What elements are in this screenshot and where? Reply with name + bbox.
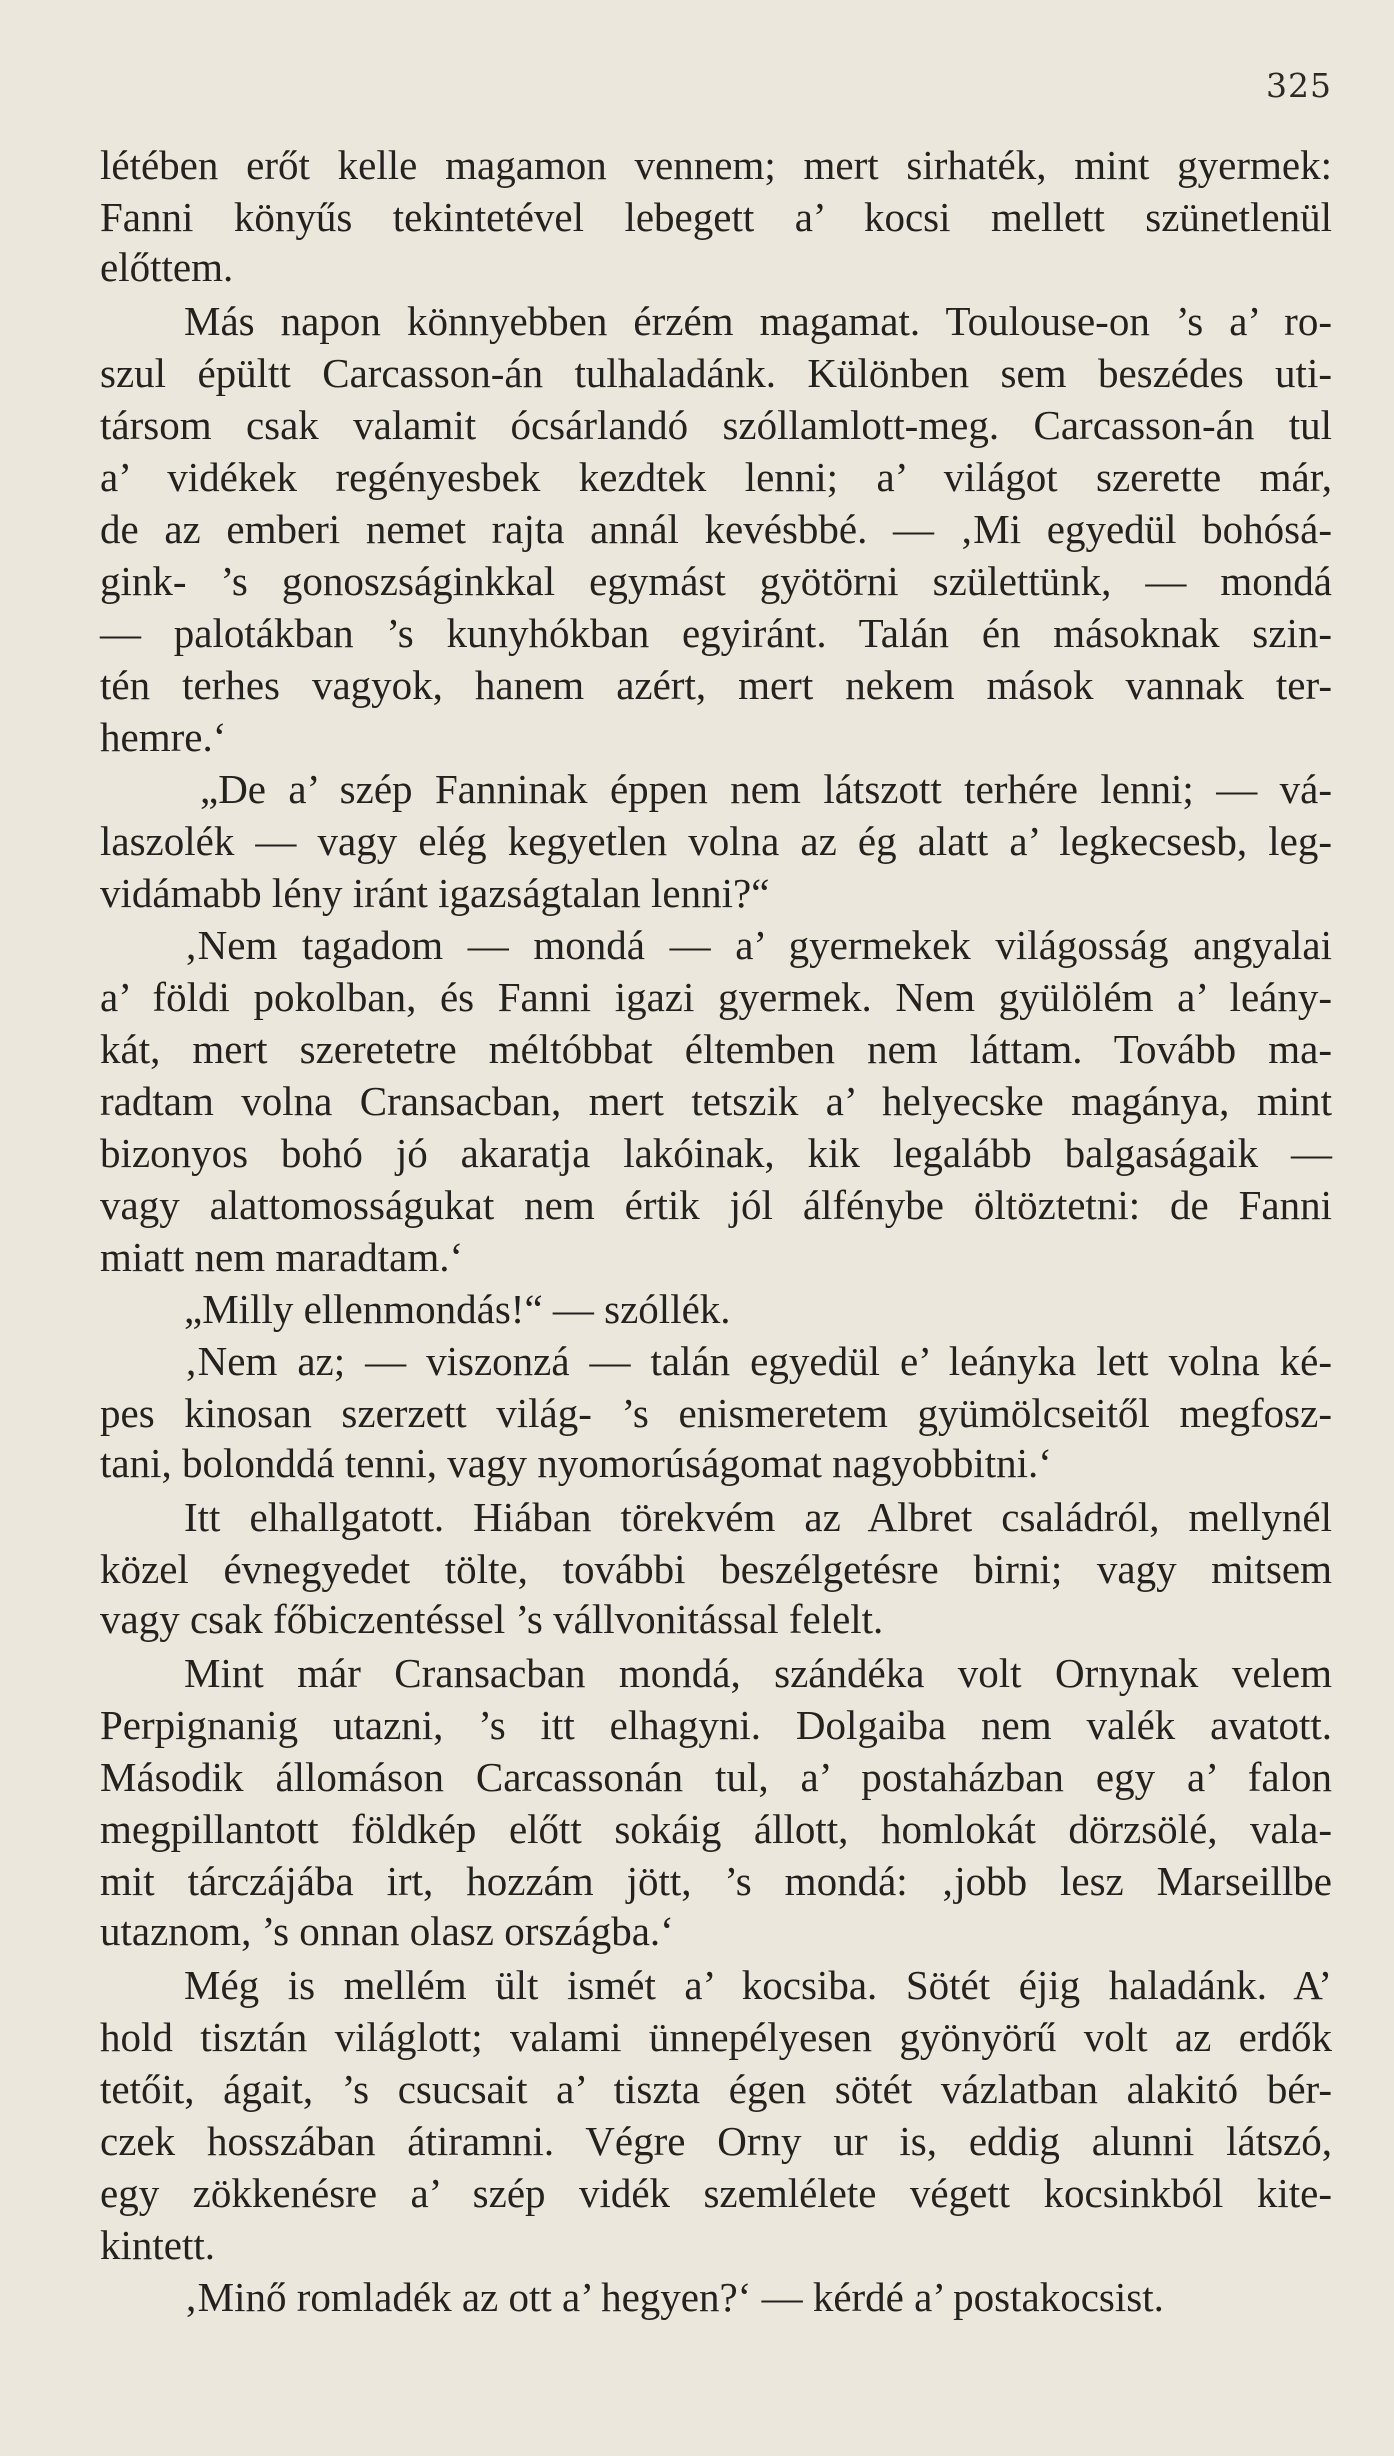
text-line: egy zökkenésre a’ szép vidék szemlélete végett kocsinkból kite-	[100, 2170, 1332, 2216]
text-line: előttem.	[100, 244, 234, 290]
text-line: ‚Minő romladék az ott a’ hegyen?‘ — kérdé a’ postakocsist.	[184, 2274, 1164, 2320]
text-line: miatt nem maradtam.‘	[100, 1234, 464, 1280]
text-line: hold tisztán világlott; valami ünnepélyesen gyönyörű volt az erdők	[100, 2014, 1332, 2060]
text-line: tén terhes vagyok, hanem azért, mert nekem mások vannak ter-	[100, 662, 1332, 708]
text-line: a’ földi pokolban, és Fanni igazi gyermek. Nem gyülölém a’ leány-	[100, 974, 1332, 1020]
text-line: laszolék — vagy elég kegyetlen volna az ég alatt a’ legkecsesb, leg-	[100, 818, 1332, 864]
text-line: hemre.‘	[100, 714, 227, 760]
page-number: 325	[1266, 66, 1332, 105]
text-line: vagy alattomosságukat nem értik jól álfénybe öltöztetni: de Fanni	[100, 1182, 1332, 1228]
text-line: Perpignanig utazni, ’s itt elhagyni. Dolgaiba nem valék avatott.	[100, 1702, 1332, 1748]
text-line: utaznom, ’s onnan olasz országba.‘	[100, 1908, 674, 1954]
text-line: Még is mellém ült ismét a’ kocsiba. Sötét éjig haladánk. A’	[184, 1962, 1332, 2008]
text-line: mit tárczájába irt, hozzám jött, ’s mondá: ‚jobb lesz Marseillbe	[100, 1858, 1332, 1904]
text-line: czek hosszában átiramni. Végre Orny ur is, eddig alunni látszó,	[100, 2118, 1332, 2164]
text-line: Más napon könnyebben érzém magamat. Toulouse-on ’s a’ ro-	[184, 298, 1332, 344]
text-line: szul épültt Carcasson-án tulhaladánk. Különben sem beszédes uti-	[100, 350, 1332, 396]
text-line: de az emberi nemet rajta annál kevésbbé. — ‚Mi egyedül bohósá-	[100, 506, 1332, 552]
text-line: gink- ’s gonoszságinkkal egymást gyötörni születtünk, — mondá	[100, 558, 1332, 604]
text-line: pes kinosan szerzett világ- ’s enismeretem gyümölcseitől megfosz-	[100, 1390, 1332, 1436]
text-line: vagy csak főbiczentéssel ’s vállvonitással felelt.	[100, 1596, 884, 1642]
text-line: vidámabb lény iránt igazságtalan lenni?“	[100, 870, 770, 916]
text-line: „Milly ellenmondás!“ — szóllék.	[184, 1286, 731, 1332]
text-line: tetőit, ágait, ’s csucsait a’ tiszta égen sötét vázlatban alakitó bér-	[100, 2066, 1332, 2112]
text-line: radtam volna Cransacban, mert tetszik a’ helyecske magánya, mint	[100, 1078, 1332, 1124]
text-line: közel évnegyedet tölte, további beszélgetésre birni; vagy mitsem	[100, 1546, 1332, 1592]
text-line: ‚Nem tagadom — mondá — a’ gyermekek világosság angyalai	[184, 922, 1332, 968]
text-line: kintett.	[100, 2222, 216, 2268]
text-line: a’ vidékek regényesbek kezdtek lenni; a’ világot szerette már,	[100, 454, 1332, 500]
text-line: Második állomáson Carcassonán tul, a’ postaházban egy a’ falon	[100, 1754, 1332, 1800]
text-line: Itt elhallgatott. Hiában törekvém az Albret családról, mellynél	[184, 1494, 1332, 1540]
text-line: — palotákban ’s kunyhókban egyiránt. Talán én másoknak szin-	[100, 610, 1332, 656]
text-line: Fanni könyűs tekintetével lebegett a’ kocsi mellett szünetlenül	[100, 194, 1332, 240]
text-line: létében erőt kelle magamon vennem; mert sirhaték, mint gyermek:	[100, 142, 1332, 188]
text-line: tani, bolonddá tenni, vagy nyomorúságomat nagyobbitni.‘	[100, 1440, 1052, 1486]
text-line: kát, mert szeretetre méltóbbat éltemben nem láttam. Tovább ma-	[100, 1026, 1332, 1072]
text-line: „De a’ szép Fanninak éppen nem látszott terhére lenni; — vá-	[200, 766, 1332, 812]
text-line: társom csak valamit ócsárlandó szóllamlott-meg. Carcasson-án tul	[100, 402, 1332, 448]
text-line: bizonyos bohó jó akaratja lakóinak, kik legalább balgaságaik —	[100, 1130, 1332, 1176]
text-line: megpillantott földkép előtt sokáig állott, homlokát dörzsölé, vala-	[100, 1806, 1332, 1852]
text-line: Mint már Cransacban mondá, szándéka volt Ornynak velem	[184, 1650, 1332, 1696]
text-line: ‚Nem az; — viszonzá — talán egyedül e’ leányka lett volna ké-	[184, 1338, 1332, 1384]
